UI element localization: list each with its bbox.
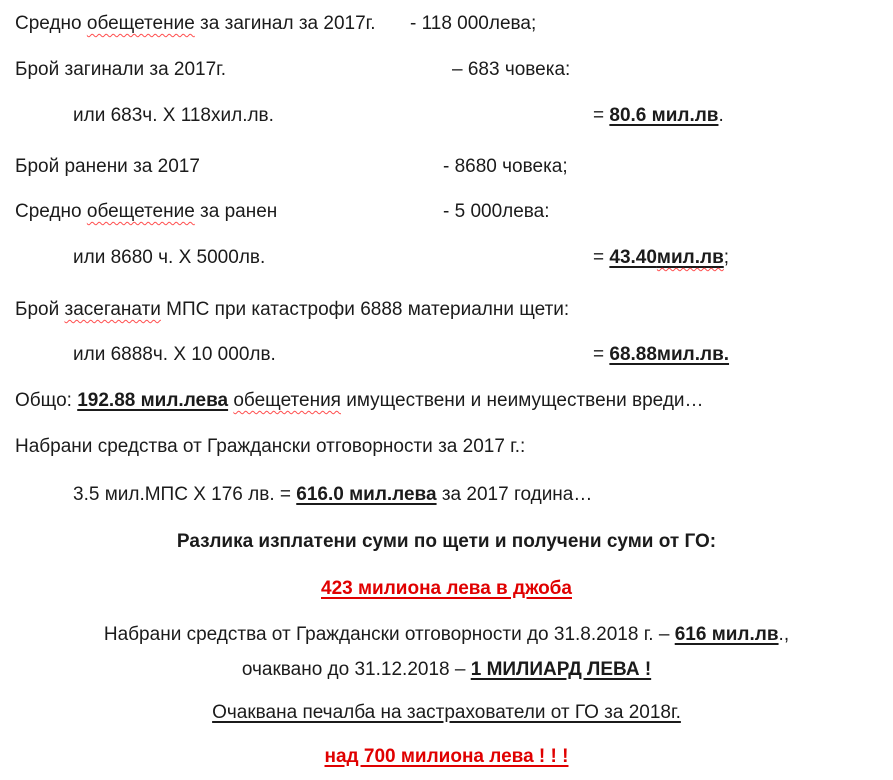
line6-result-group [593, 244, 729, 272]
line11-post: за 2017 година… [436, 484, 593, 505]
line1-post: за загинал за 2017г. [194, 13, 376, 34]
misspelled-word: обещетения [233, 390, 341, 411]
doc-line-13 [0, 575, 893, 603]
line7-pre: Брой [15, 299, 65, 320]
doc-line-6 [0, 244, 893, 272]
result-value [609, 247, 723, 268]
line9-post: имуществени и неимуществени вреди… [340, 390, 704, 411]
line8-label: или 6888ч. Х 10 000лв. [73, 344, 276, 365]
result-value: 1 МИЛИАРД ЛЕВА ! [470, 659, 652, 680]
line10-label: Набрани средства от Граждански отговорности за 2017 г.: [15, 436, 526, 457]
line7-label [15, 296, 569, 324]
line8-result-group [593, 341, 729, 369]
doc-line-4 [0, 153, 893, 181]
doc-line-3 [0, 102, 893, 130]
line1-label [15, 10, 376, 38]
line5-post: за ранен [194, 201, 278, 222]
doc-line-10 [0, 433, 893, 461]
line14-tail: ., [778, 624, 790, 645]
result-value: 80.6 мил.лв [609, 105, 719, 126]
line6-label: или 8680 ч. Х 5000лв. [73, 247, 266, 268]
line3-result-group [593, 102, 724, 130]
line1-value: - 118 000лева; [410, 13, 537, 34]
doc-line-9 [0, 387, 893, 415]
doc-line-11 [0, 481, 893, 509]
doc-line-1 [0, 10, 893, 38]
difference-heading: Разлика изплатени суми по щети и получени суми от ГО: [176, 531, 717, 552]
doc-line-12 [0, 528, 893, 556]
line1-pre: Средно [15, 13, 87, 34]
doc-line-8 [0, 341, 893, 369]
doc-line-7 [0, 296, 893, 324]
line4-value: - 8680 човека; [443, 156, 568, 177]
line6-result-a: 43.40 [609, 247, 657, 268]
doc-line-16 [0, 699, 893, 727]
line15-pre: очаквано до 31.12.2018 – [241, 659, 471, 680]
line5-value: - 5 000лева: [443, 201, 550, 222]
line5-label [15, 198, 277, 226]
line6-tail: ; [723, 247, 730, 268]
doc-line-17 [0, 743, 893, 771]
line9-content [15, 387, 704, 415]
doc-line-2 [0, 56, 893, 84]
line2-label: Брой загинали за 2017г. [15, 59, 227, 80]
line11-pre: 3.5 мил.МПС Х 176 лв. = [73, 484, 297, 505]
profit-amount-highlight: над 700 милиона лева ! ! ! [324, 746, 569, 767]
line3-tail: . [718, 105, 724, 126]
total-value: 192.88 мил.лева [77, 390, 229, 411]
misspelled-word: обещетение [86, 201, 195, 222]
result-value: 616 мил.лв [674, 624, 779, 645]
misspelled-word: мил.лв [656, 247, 724, 268]
misspelled-word: обещетение [86, 13, 195, 34]
result-value: 616.0 мил.лева [296, 484, 437, 505]
equals-sign: = [593, 105, 610, 126]
line11-content [73, 481, 592, 509]
doc-line-15 [0, 656, 893, 684]
doc-line-14 [0, 621, 893, 649]
line4-label: Брой ранени за 2017 [15, 156, 200, 177]
expected-profit-heading: Очаквана печалба на застрахователи от ГО за 2018г. [212, 702, 681, 723]
misspelled-word: засеганати [64, 299, 161, 320]
line2-value: – 683 човека: [452, 59, 571, 80]
equals-sign: = [593, 344, 610, 365]
result-value: 68.88мил.лв. [609, 344, 730, 365]
line3-label: или 683ч. Х 118хил.лв. [73, 105, 274, 126]
line14-pre: Набрани средства от Граждански отговорности до 31.8.2018 г. – [103, 624, 675, 645]
doc-line-5 [0, 198, 893, 226]
pocket-amount-highlight: 423 милиона лева в джоба [321, 578, 572, 599]
line5-pre: Средно [15, 201, 87, 222]
line7-post: МПС при катастрофи 6888 материални щети: [160, 299, 570, 320]
equals-sign: = [593, 247, 610, 268]
line9-pre: Общо: [15, 390, 78, 411]
